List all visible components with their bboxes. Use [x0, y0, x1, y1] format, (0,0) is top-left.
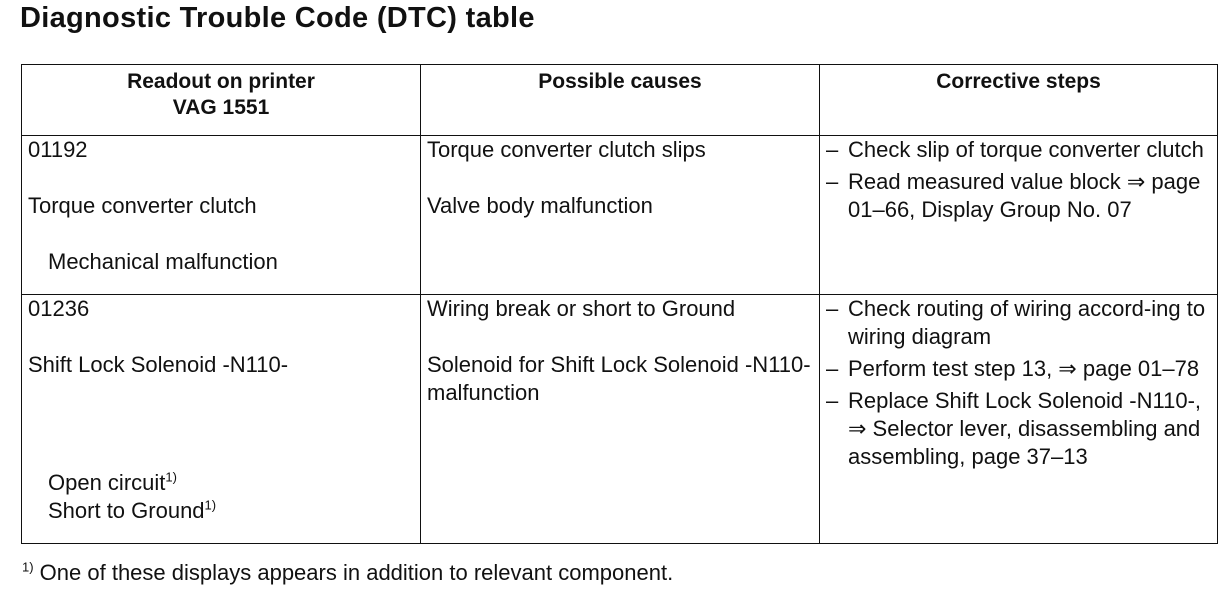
footnote: [22, 560, 673, 586]
header-readout: [22, 65, 421, 136]
steps-cell: [820, 295, 1218, 544]
step-text: Read measured value block ⇒ page 01–66, Display Group No. 07: [848, 169, 1201, 222]
dtc-fault-text: Open circuit: [48, 470, 166, 495]
header-readout-line2: VAG 1551: [172, 96, 270, 119]
step-item: [826, 136, 1211, 164]
cause-item: Solenoid for Shift Lock Solenoid -N110- malfunction: [427, 352, 811, 405]
cause-item: Valve body malfunction: [427, 193, 653, 218]
footnote-mark: 1): [22, 559, 34, 575]
dtc-fault: [28, 469, 414, 497]
step-dash: –: [826, 137, 839, 162]
cause-item: Wiring break or short to Ground: [427, 296, 736, 321]
footnote-text: One of these displays appears in addition to relevant component.: [33, 560, 674, 585]
dtc-code: 01236: [28, 296, 90, 321]
dtc-fault: [28, 497, 414, 525]
step-item: [826, 295, 1211, 351]
page-title: Diagnostic Trouble Code (DTC) table: [20, 2, 535, 34]
readout-cell: [22, 295, 421, 544]
step-item: [826, 387, 1211, 471]
header-readout-line1: Readout on printer: [127, 70, 315, 93]
step-dash: –: [826, 356, 839, 381]
table-row: [22, 136, 1218, 295]
header-possible-causes: Possible causes: [421, 65, 820, 136]
footnote-ref: 1): [165, 469, 177, 485]
dtc-table: [21, 64, 1218, 544]
dtc-component: Torque converter clutch: [28, 193, 257, 218]
step-dash: –: [826, 388, 839, 413]
step-item: [826, 168, 1211, 224]
cause-item: Torque converter clutch slips: [427, 137, 706, 162]
step-text: Check routing of wiring accord-ing to wiring diagram: [848, 296, 1206, 349]
header-corrective-steps: Corrective steps: [820, 65, 1218, 136]
step-text: Replace Shift Lock Solenoid -N110-, ⇒ Selector lever, disassembling and assembling, page 37–13: [848, 388, 1202, 469]
step-text: Check slip of torque converter clutch: [848, 137, 1204, 162]
step-text: Perform test step 13, ⇒ page 01–78: [848, 356, 1200, 381]
dtc-fault-text: Short to Ground: [48, 498, 205, 523]
steps-cell: [820, 136, 1218, 295]
dtc-component: Shift Lock Solenoid -N110-: [28, 352, 289, 377]
readout-cell: [22, 136, 421, 295]
dtc-code: 01192: [28, 137, 88, 162]
step-item: [826, 355, 1211, 383]
causes-cell: [421, 136, 820, 295]
table-row: [22, 295, 1218, 544]
table-header-row: [22, 65, 1218, 136]
causes-cell: [421, 295, 820, 544]
footnote-ref: 1): [204, 497, 217, 513]
dtc-fault: Mechanical malfunction: [48, 249, 278, 274]
step-dash: –: [826, 296, 839, 321]
step-dash: –: [826, 169, 839, 194]
